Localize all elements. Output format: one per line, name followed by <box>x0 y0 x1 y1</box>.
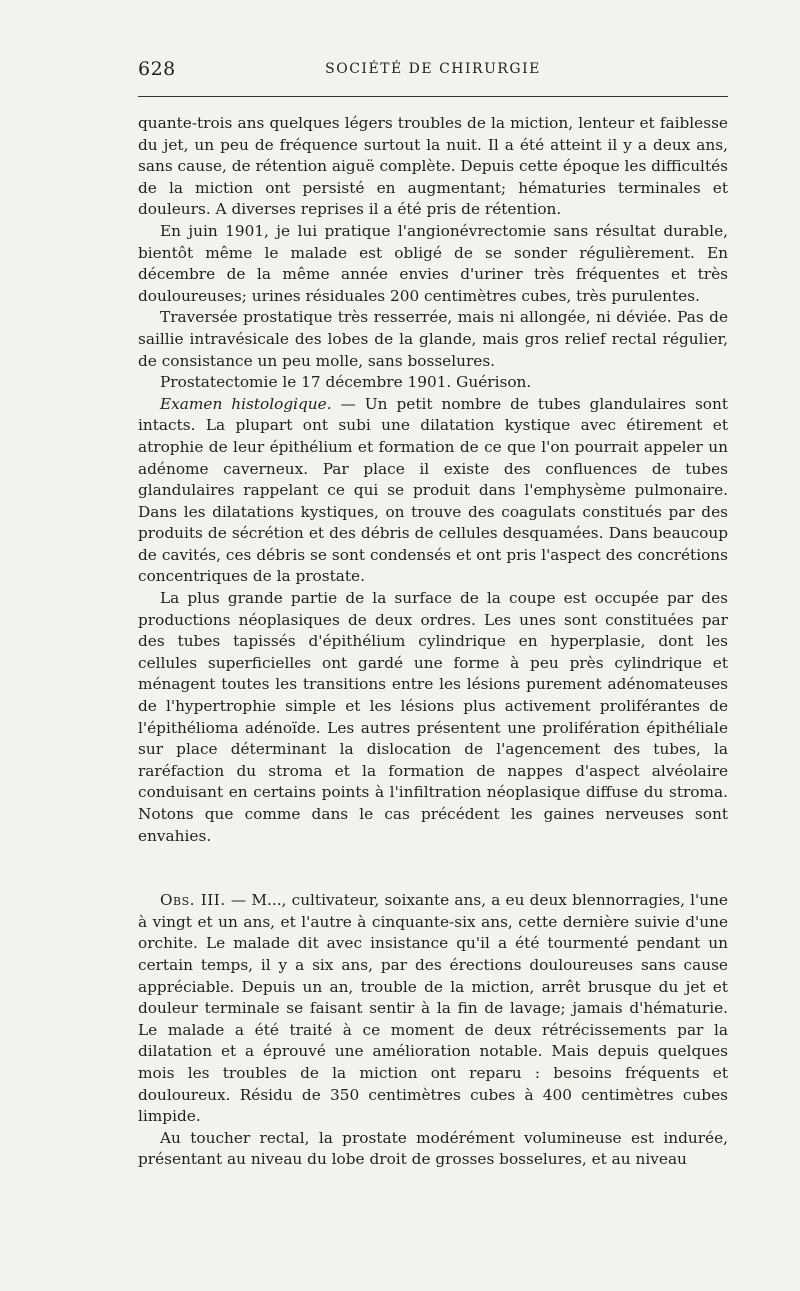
paragraph-exam: Traversée prostatique très resserrée, mais ni allongée, ni déviée. Pas de saillie intravésicale des lobes de la glande, mais gros relief rectal régulier, de consistance un peu molle, sans bosselures. <box>138 308 728 370</box>
histology-text: — Un petit nombre de tubes glandulaires sont intacts. La plupart ont subi une dilatation kystique avec étirement et atrophie de leur épithélium et formation de ce que l'on pourrait appeler un adénome caverneux. Par place il existe des confluences de tubes glandulaires rappelant ce qui se produit dans l'emphysème pulmonaire. Dans les dilatations kystiques, on trouve des coagulats constitués par des produits de sécrétion et des débris de cellules desquamées. Dans beaucoup de cavités, ces débris se sont condensés et ont pris l'aspect des concrétions concentriques de la prostate. <box>138 394 728 586</box>
paragraph-histology <box>138 394 728 588</box>
obs-label: Obs. III. <box>160 891 226 910</box>
page-number: 628 <box>138 58 176 80</box>
page-header <box>138 58 728 88</box>
paragraph-prostatectomy: Prostatectomie le 17 décembre 1901. Guérison. <box>160 373 532 392</box>
paragraph-obs-iii <box>138 890 728 1128</box>
obs-text: — M..., cultivateur, soixante ans, a eu deux blennorragies, l'une à vingt et un ans, et l'autre à cinquante-six ans, cette dernière suivie d'une orchite. Le malade dit avec insistance qu'il a été tourmenté pendant un certain temps, il y a six ans, par des érections douloureuses sans cause appréciable. Depuis un an, trouble de la miction, arrêt brusque du jet et douleur terminale se faisant sentir à la fin de lavage; jamais d'hématurie. Le malade a été traité à ce moment de deux rétrécissements par la dilatation et a éprouvé une amélioration notable. Mais depuis quelques mois les troubles de la miction ont reparu : besoins fréquents et douloureux. Résidu de 350 centimètres cubes à 400 centimètres cubes limpide. <box>138 891 728 1126</box>
histology-label: Examen histologique. <box>160 394 332 413</box>
section-gap <box>138 847 728 890</box>
body-text <box>138 113 728 1171</box>
paragraph-rectal-exam: Au toucher rectal, la prostate modérément volumineuse est indurée, présentant au niveau du lobe droit de grosses bosselures, et au niveau <box>138 1128 728 1169</box>
paragraph-operation: En juin 1901, je lui pratique l'angionévrectomie sans résultat durable, bientôt même le malade est obligé de se sonder régulièrement. En décembre de la même année envies d'uriner très fréquentes et très douloureuses; urines résiduales 200 centimètres cubes, très purulentes. <box>138 221 728 305</box>
paragraph-continuation: quante-trois ans quelques légers troubles de la miction, lenteur et faiblesse du jet, un peu de fréquence surtout la nuit. Il a été atteint il y a deux ans, sans cause, de rétention aiguë complète. Depuis cette époque les difficultés de la miction ont persisté en augmentant; hématuries terminales et douleurs. A diverses reprises il a été pris de rétention. <box>138 114 728 219</box>
paragraph-neoplasia: La plus grande partie de la surface de la coupe est occupée par des productions néoplasiques de deux ordres. Les unes sont constituées par des tubes tapissés d'épithélium cylindrique en hyperplasie, dont les cellules superficielles ont gardé une forme à peu près cylindrique et ménagent toutes les transitions entre les lésions purement adénomateuses de l'hypertrophie simple et les lésions plus activement proliférantes de l'épithélioma adénoïde. Les autres présentent une prolifération épithéliale sur place déterminant la dislocation de l'agencement des tubes, la raréfaction du stroma et la formation de nappes d'aspect alvéolaire conduisant en certains points à l'infiltration néoplasique diffuse du stroma. Notons que comme dans le cas précédent les gaines nerveuses sont envahies. <box>138 589 728 845</box>
running-title: SOCIÉTÉ DE CHIRURGIE <box>325 61 541 77</box>
header-rule <box>138 96 728 97</box>
